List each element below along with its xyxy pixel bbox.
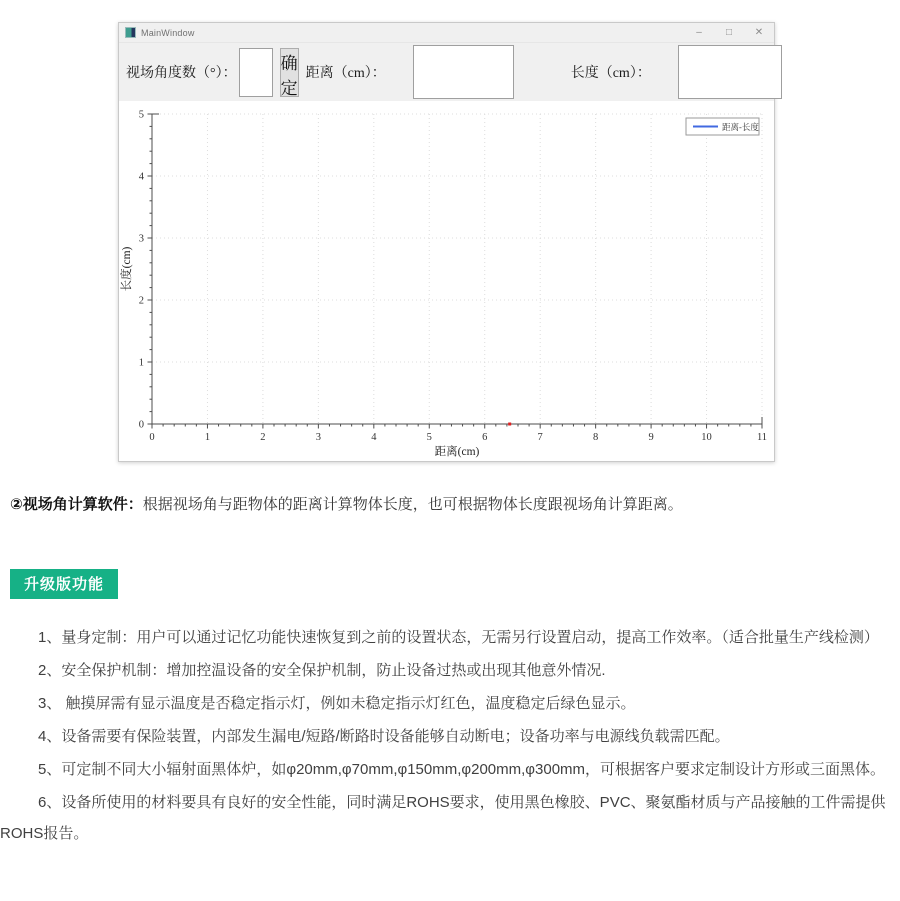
svg-text:4: 4 bbox=[371, 432, 377, 443]
window-title: MainWindow bbox=[141, 27, 195, 38]
software-description bbox=[10, 495, 900, 515]
close-button[interactable]: ✕ bbox=[754, 27, 764, 38]
chart-plot-area bbox=[119, 101, 774, 461]
svg-text:3: 3 bbox=[138, 233, 144, 245]
svg-text:8: 8 bbox=[593, 432, 599, 443]
feature-item: 2、安全保护机制：增加控温设备的安全保护机制，防止设备过热或出现其他意外情况. bbox=[38, 662, 606, 679]
title-bar[interactable] bbox=[119, 23, 774, 43]
main-window bbox=[118, 22, 775, 462]
feature-item: 6、设备所使用的材料要具有良好的安全性能，同时满足ROHS要求，使用黑色橡胶、PVC、聚氨酯材质与产品接触的工件需提供ROHS报告。 bbox=[0, 794, 886, 842]
maximize-button[interactable]: □ bbox=[725, 27, 733, 38]
svg-text:9: 9 bbox=[648, 432, 654, 443]
section-badge-upgraded-features: 升级版功能 bbox=[10, 569, 118, 599]
svg-text:0: 0 bbox=[149, 432, 155, 443]
svg-text:3: 3 bbox=[315, 432, 321, 443]
length-label: 长度（cm）： bbox=[570, 66, 651, 81]
description-lead: ②视场角计算软件： bbox=[10, 496, 143, 513]
distance-label: 距离（cm）： bbox=[305, 66, 386, 81]
svg-text:10: 10 bbox=[701, 432, 712, 443]
feature-item: 5、可定制不同大小辐射面黑体炉，如φ20mm,φ70mm,φ150mm,φ200mm,φ300mm，可根据客户要求定制设计方形或三面黑体。 bbox=[38, 761, 886, 778]
description-body: 根据视场角与距物体的距离计算物体长度，也可根据物体长度跟视场角计算距离。 bbox=[142, 496, 683, 513]
feature-list bbox=[0, 622, 900, 849]
confirm-button[interactable]: 确定 bbox=[280, 48, 299, 97]
svg-text:7: 7 bbox=[537, 432, 543, 443]
feature-item: 3、 触摸屏需有显示温度是否稳定指示灯，例如未稳定指示灯红色，温度稳定后绿色显示。 bbox=[38, 695, 636, 712]
distance-length-chart bbox=[119, 101, 774, 461]
svg-text:0: 0 bbox=[138, 419, 144, 431]
svg-text:1: 1 bbox=[204, 432, 211, 443]
svg-text:距离-长度: 距离-长度 bbox=[722, 122, 759, 132]
svg-text:6: 6 bbox=[482, 432, 488, 443]
svg-text:5: 5 bbox=[138, 109, 144, 121]
length-input[interactable] bbox=[678, 45, 782, 99]
svg-text:1: 1 bbox=[138, 357, 144, 369]
svg-text:2: 2 bbox=[138, 295, 144, 307]
input-form bbox=[119, 43, 774, 101]
svg-text:11: 11 bbox=[756, 432, 768, 443]
minimize-button[interactable]: – bbox=[696, 27, 702, 38]
feature-item: 4、设备需要有保险装置，内部发生漏电/短路/断路时设备能够自动断电；设备功率与电源线负载需匹配。 bbox=[38, 728, 730, 745]
app-icon bbox=[125, 27, 136, 38]
svg-text:5: 5 bbox=[426, 432, 432, 443]
svg-text:4: 4 bbox=[138, 171, 144, 183]
svg-text:2: 2 bbox=[260, 432, 266, 443]
document-content bbox=[0, 495, 900, 851]
distance-input[interactable] bbox=[413, 45, 514, 99]
svg-text:距离(cm): 距离(cm) bbox=[434, 446, 480, 458]
fov-label: 视场角度数（°）： bbox=[126, 66, 237, 81]
feature-item: 1、量身定制：用户可以通过记忆功能快速恢复到之前的设置状态，无需另行设置启动，提高工作效率。（适合批量生产线检测） bbox=[38, 629, 879, 646]
fov-input[interactable] bbox=[239, 48, 273, 97]
svg-text:长度(cm): 长度(cm) bbox=[121, 246, 133, 292]
